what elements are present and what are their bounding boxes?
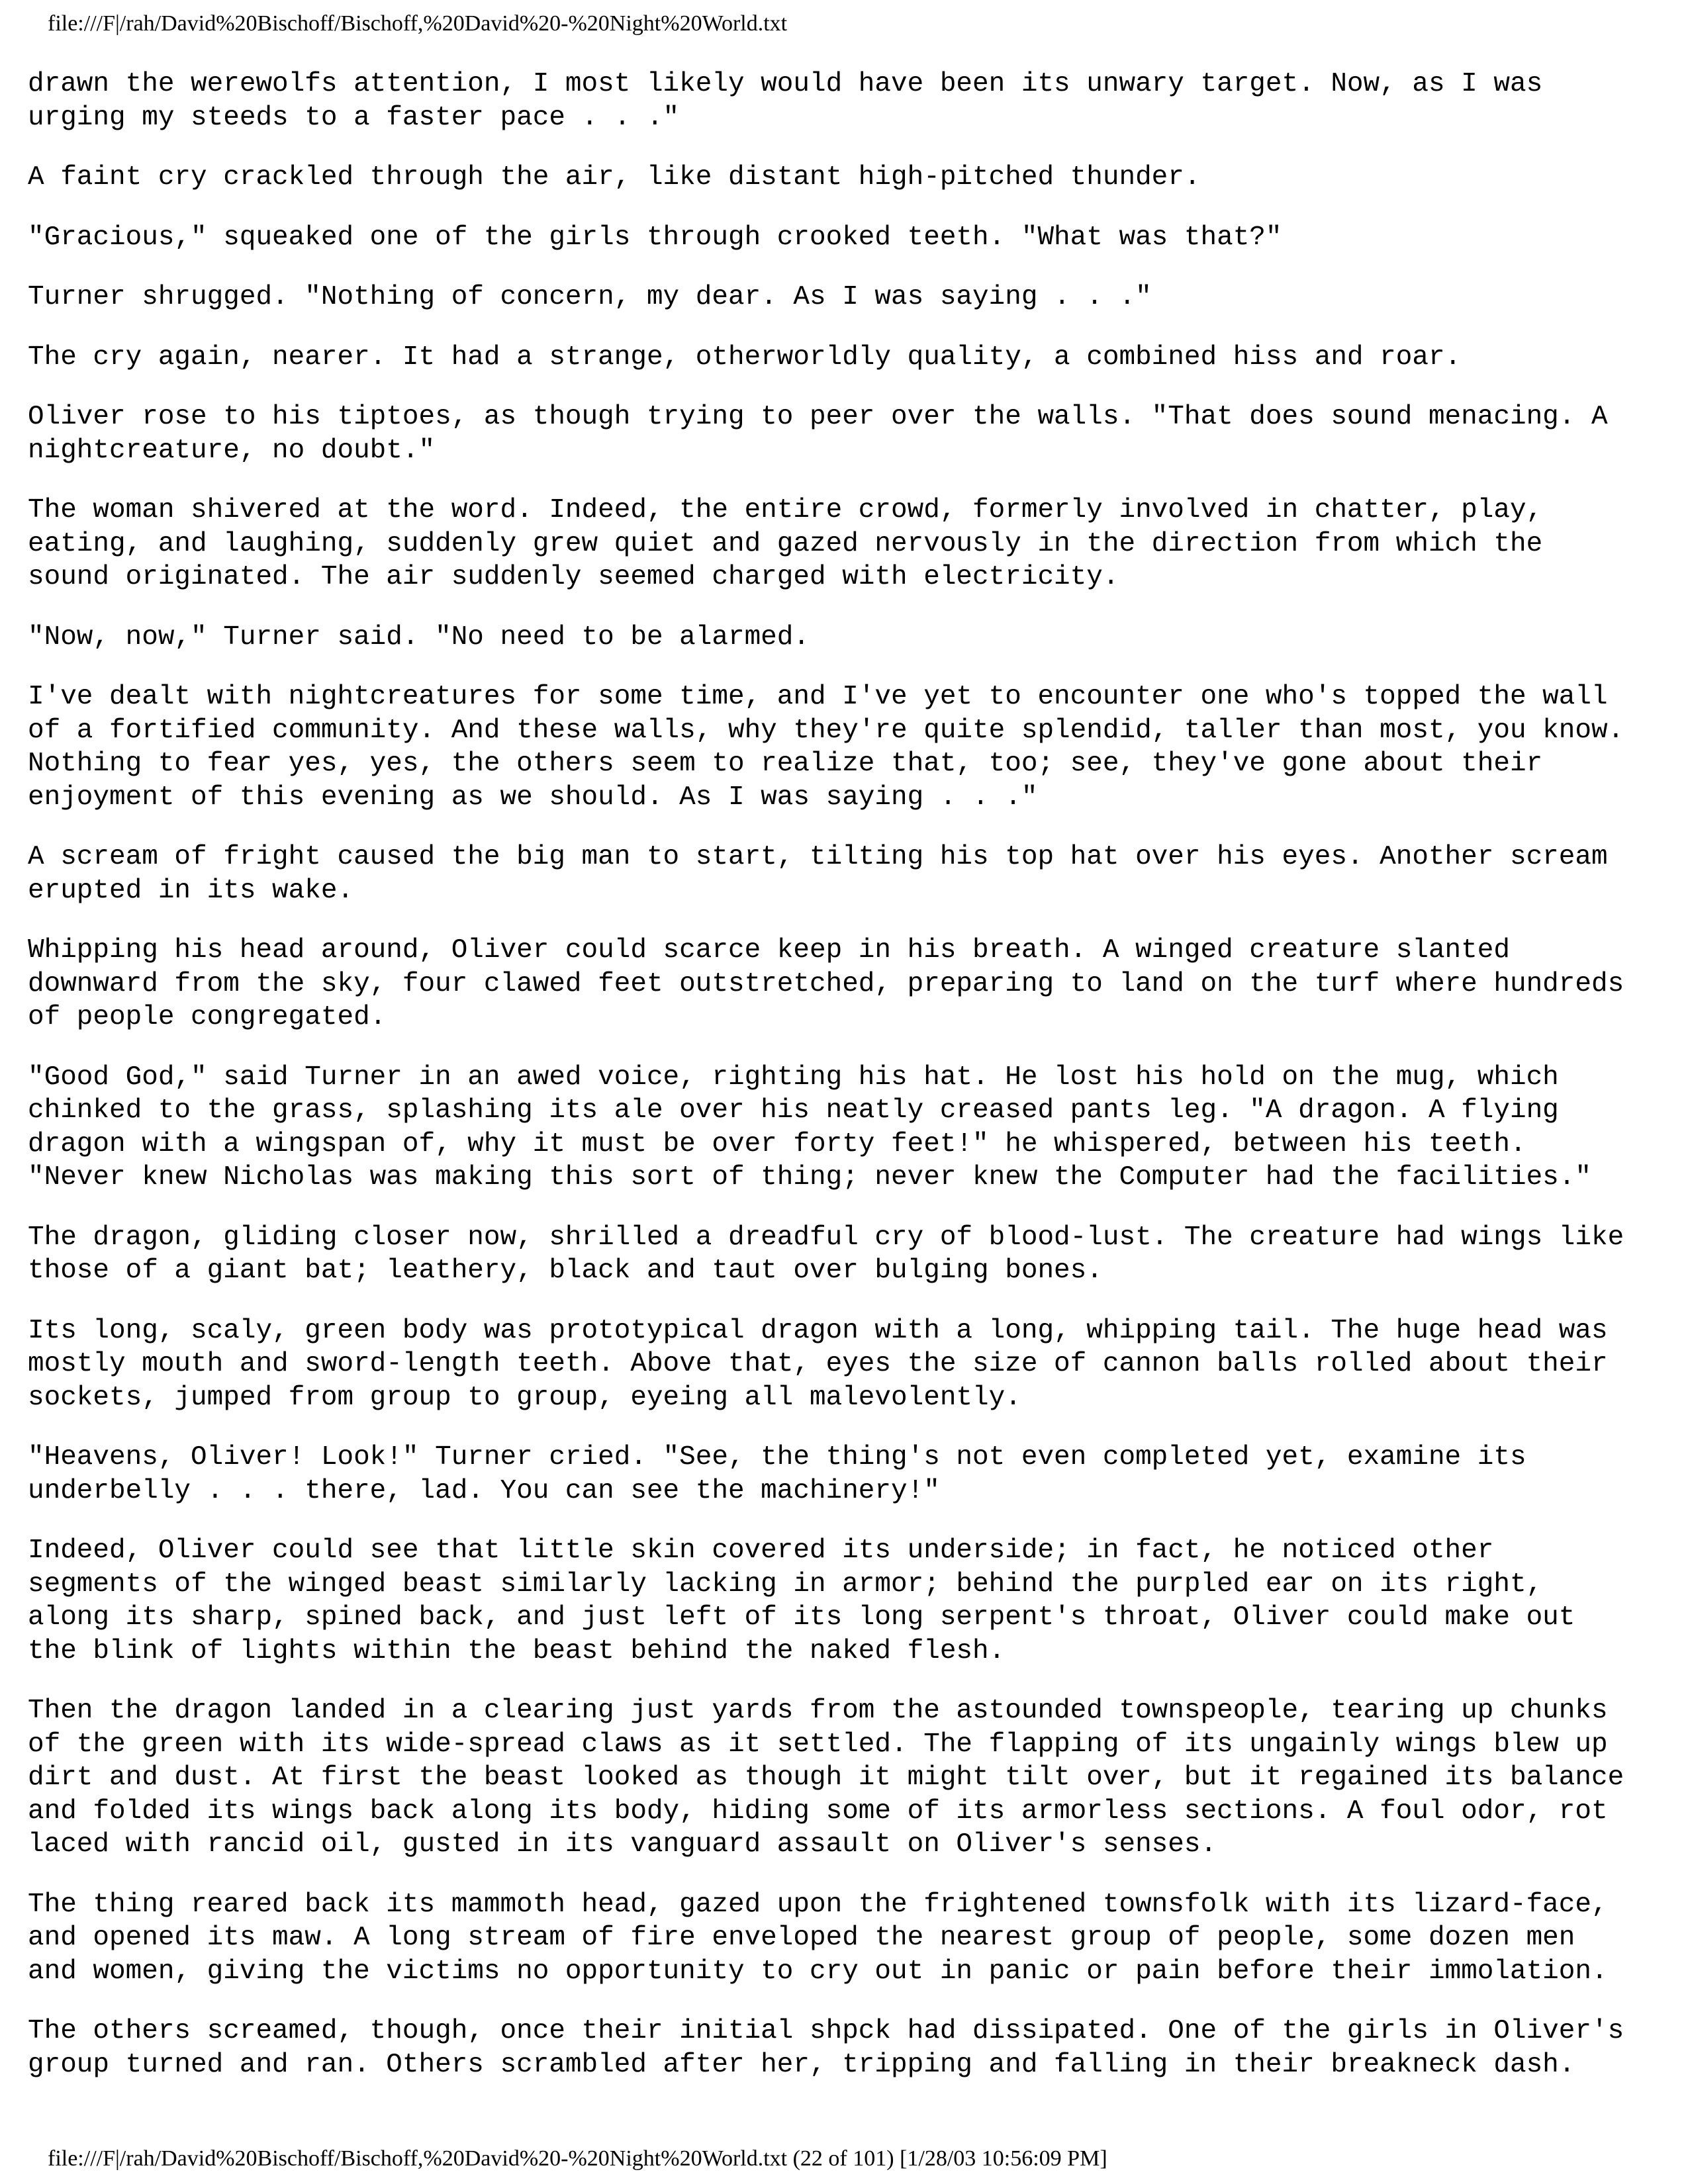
paragraph: Then the dragon landed in a clearing just yards from the astounded townspeople, tearing up chunks of the green with its wide-spread claws as it settled. The flapping of its ungainly wings blew up dirt and dust. At first the beast looked as though it might tilt over, but it regained its balance and folded its wings back along its body, hiding some of its armorless sections. A foul odor, rot laced with rancid oil, gusted in its vanguard assault on Oliver's senses. xyxy=(28,1696,1624,1860)
paragraph: The thing reared back its mammoth head, gazed upon the frightened townsfolk with its lizard-face, and opened its maw. A long stream of fire enveloped the nearest group of people, some dozen men and women, giving the victims no opportunity to cry out in panic or pain before their immolation. xyxy=(28,1889,1608,1987)
paragraph: The cry again, nearer. It had a strange, otherworldly quality, a combined hiss and roar. xyxy=(28,341,1462,373)
paragraph: Whipping his head around, Oliver could scarce keep in his breath. A winged creature slanted downward from the sky, four clawed feet outstretched, preparing to land on the turf where hundreds of people congregated. xyxy=(28,935,1624,1032)
paragraph: Oliver rose to his tiptoes, as though trying to peer over the walls. "That does sound menacing. A nightcreature, no doubt." xyxy=(28,402,1608,466)
paragraph: Indeed, Oliver could see that little skin covered its underside; in fact, he noticed other segments of the winged beast similarly lacking in armor; behind the purpled ear on its right, along its sharp, spined back, and just left of its long serpent's throat, Oliver could make out the blink of lights within the beast behind the naked flesh. xyxy=(28,1535,1575,1666)
page-footer-info: file:///F|/rah/David%20Bischoff/Bischoff,%20David%20-%20Night%20World.txt (22 of 101) [1/28/03 10:56:09 PM] xyxy=(48,2146,1107,2171)
paragraph: "Now, now," Turner said. "No need to be alarmed. xyxy=(28,621,810,653)
document-body xyxy=(28,68,1669,2108)
paragraph: "Good God," said Turner in an awed voice, righting his hat. He lost his hold on the mug, which chinked to the grass, splashing its ale over his neatly creased pants leg. "A dragon. A flying dragon with a wingspan of, why it must be over forty feet!" he whispered, between his teeth. "Never knew Nicholas was making this sort of thing; never knew the Computer had the facilities." xyxy=(28,1062,1591,1193)
paragraph: "Gracious," squeaked one of the girls through crooked teeth. "What was that?" xyxy=(28,222,1282,253)
paragraph: The others screamed, though, once their initial shpck had dissipated. One of the girls in Oliver's group turned and ran. Others scrambled after her, tripping and falling in their breakneck dash. xyxy=(28,2016,1624,2080)
paragraph: The dragon, gliding closer now, shrilled a dreadful cry of blood-lust. The creature had wings like those of a giant bat; leathery, black and taut over bulging bones. xyxy=(28,1222,1624,1286)
paragraph: Its long, scaly, green body was prototypical dragon with a long, whipping tail. The huge head was mostly mouth and sword-length teeth. Above that, eyes the size of cannon balls rolled about their sockets, jumped from group to group, eyeing all malevolently. xyxy=(28,1315,1608,1413)
paragraph: The woman shivered at the word. Indeed, the entire crowd, formerly involved in chatter, play, eating, and laughing, suddenly grew quiet and gazed nervously in the direction from which the sound originated. The air suddenly seemed charged with electricity. xyxy=(28,495,1543,592)
paragraph: Turner shrugged. "Nothing of concern, my dear. As I was saying . . ." xyxy=(28,282,1152,312)
paragraph: I've dealt with nightcreatures for some time, and I've yet to encounter one who's topped the wall of a fortified community. And these walls, why they're quite splendid, taller than most, you know. Nothing to fear yes, yes, the others seem to realize that, too; see, they've gone about their enjoyment of this evening as we should. As I was saying . . ." xyxy=(28,682,1624,813)
paragraph: drawn the werewolfs attention, I most likely would have been its unwary target. Now, as I was urging my steeds to a faster pace . . ." xyxy=(28,69,1543,133)
paragraph: A faint cry crackled through the air, like distant high-pitched thunder. xyxy=(28,162,1201,193)
paragraph: A scream of fright caused the big man to start, tilting his top hat over his eyes. Another scream erupted in its wake. xyxy=(28,842,1608,906)
paragraph: "Heavens, Oliver! Look!" Turner cried. "See, the thing's not even completed yet, examine its underbelly . . . there, lad. You can see the machinery!" xyxy=(28,1442,1526,1506)
page-header-url: file:///F|/rah/David%20Bischoff/Bischoff,%20David%20-%20Night%20World.txt xyxy=(48,11,788,36)
